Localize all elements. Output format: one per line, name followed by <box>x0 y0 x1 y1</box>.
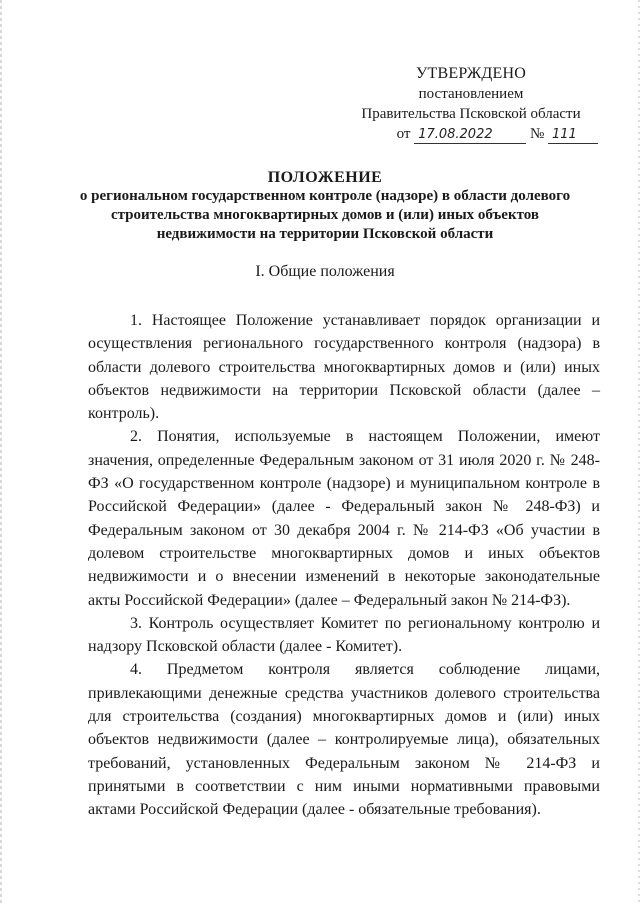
document-subtitle-line: строительства многоквартирных домов и (или) иных объектов <box>110 207 540 223</box>
approval-date-row <box>340 124 602 144</box>
approval-title: УТВЕРЖДЕНО <box>415 65 526 82</box>
approval-number-value: 111 <box>548 127 598 144</box>
document-title-block <box>40 168 610 244</box>
approval-date-value: 17.08.2022 <box>414 127 526 144</box>
paragraph-2: 2. Понятия, используемые в настоящем Положении, имеют значения, определенные Федеральным законом от 31 июля 2020 г. № 248-ФЗ «О государственном контроле (надзоре) и муниципальном контроле в Российской Федерации» (далее - Федеральный закон № 248-ФЗ) и Федеральным законом от 30 декабря 2004 г. № 214-ФЗ «Об участии в долевом строительстве многоквартирных домов и иных объектов недвижимости и о внесении изменений в некоторые законодательные акты Российской Федерации» (далее – Федеральный закон № 214-ФЗ). <box>88 428 600 609</box>
approval-line-resolution: постановлением <box>418 86 524 102</box>
approval-line-government: Правительства Псковской области <box>361 106 581 122</box>
approval-number-prefix: № <box>529 126 545 142</box>
paragraph-4: 4. Предметом контроля является соблюдение лицами, привлекающими денежные средства участников долевого строительства для строительства (создания) многоквартирных домов и (или) иных объектов недвижимости (далее – контролируемые лица), обязательных требований, установленных Федеральным законом № 214-ФЗ и принятыми в соответствии с ним иными нормативными правовыми актами Российской Федерации (далее - обязательные требования). <box>88 661 600 819</box>
approval-stamp-block <box>340 64 602 144</box>
document-subtitle-line: недвижимости на территории Псковской области <box>156 226 494 242</box>
document-body <box>88 309 600 822</box>
approval-date-prefix: от <box>396 126 411 142</box>
paragraph-1: 1. Настоящее Положение устанавливает порядок организации и осуществления регионального государственного контроля (надзора) в области долевого строительства многоквартирных домов и (или) иных объектов недвижимости на территории Псковской области (далее – контроль). <box>88 312 600 423</box>
section-heading: I. Общие положения <box>255 263 395 280</box>
document-title: ПОЛОЖЕНИЕ <box>267 169 383 186</box>
scan-edge-left <box>0 0 2 905</box>
document-subtitle-line: о региональном государственном контроле (надзоре) в области долевого <box>79 188 571 204</box>
paragraph-3: 3. Контроль осуществляет Комитет по региональному контролю и надзору Псковской области (далее - Комитет). <box>88 614 600 656</box>
